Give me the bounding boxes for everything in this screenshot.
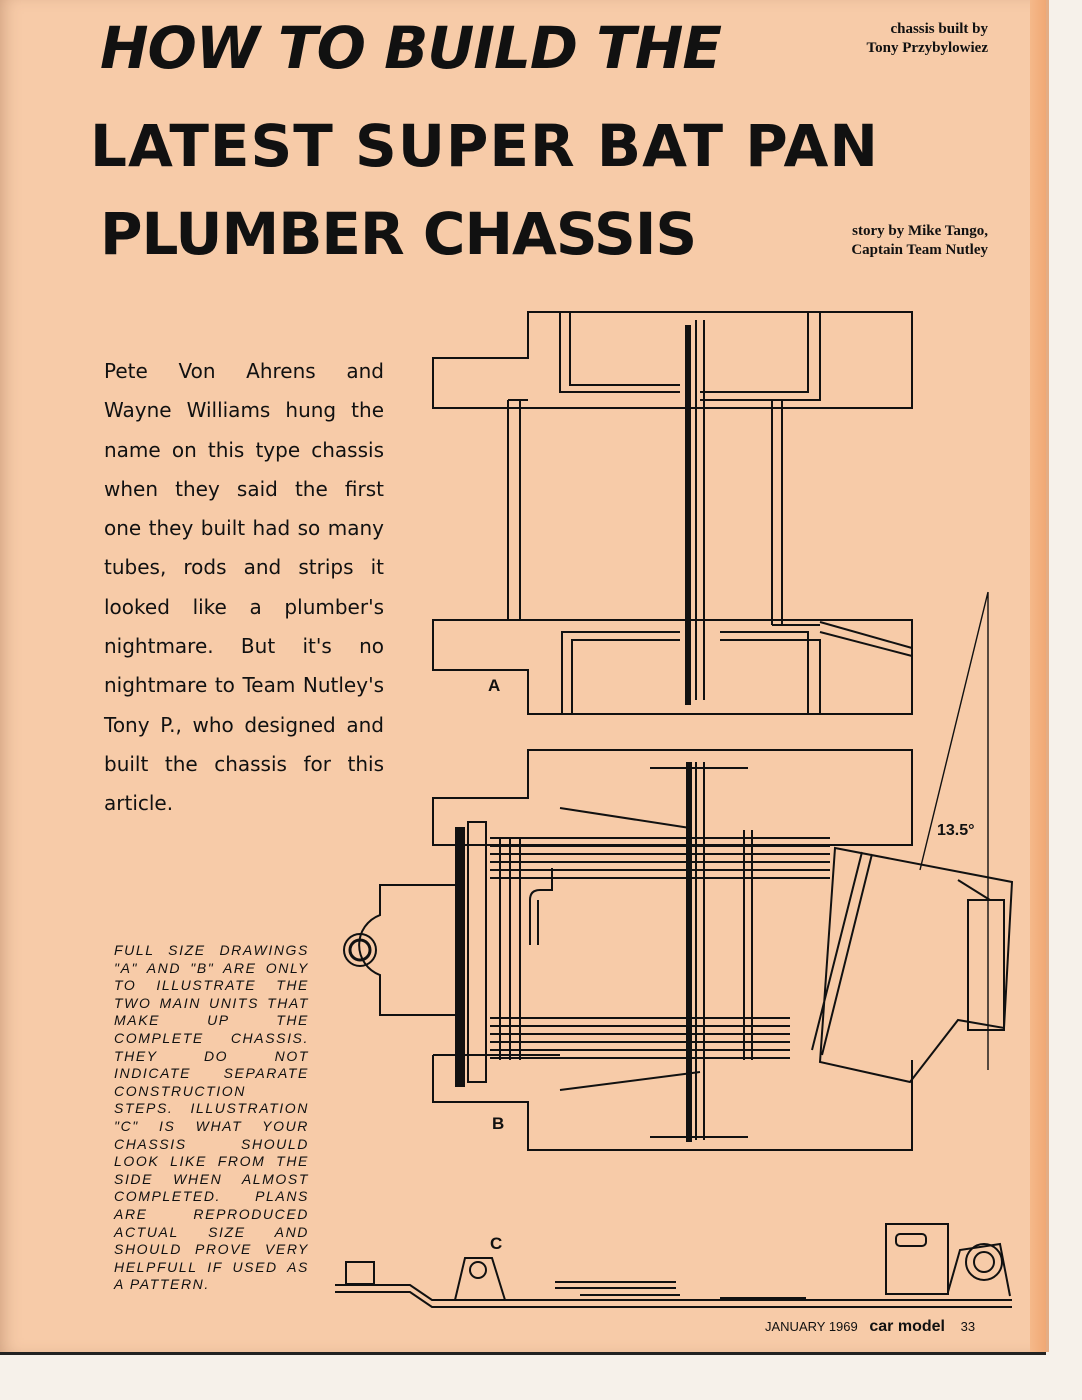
drawing-b-center-bar [686, 762, 692, 1142]
drawing-c [335, 1224, 1012, 1307]
drawing-b-rear-cage [812, 848, 1012, 1082]
story-credit-line-1: story by Mike Tango, [852, 223, 988, 239]
drawing-b-cross-rods [560, 768, 748, 1137]
story-credit-line-2: Captain Team Nutley [851, 242, 988, 258]
drawing-a [433, 312, 912, 714]
drawing-c-front-upright [455, 1258, 505, 1300]
drawing-b-bottom-outline [433, 1055, 912, 1150]
footer-date: JANUARY 1969 [765, 1319, 858, 1334]
footer-magazine: car model [869, 1318, 945, 1335]
drawing-c-front-wheel [470, 1262, 486, 1278]
drawing-b-motor-mount [958, 880, 1004, 1030]
title-line-2: LATEST SUPER BAT PAN [90, 112, 879, 180]
drawing-c-center-rail [555, 1282, 806, 1298]
drawing-caption: FULL SIZE DRAWINGS "A" AND "B" ARE ONLY TO ILLUSTRATE THE TWO MAIN UNITS THAT MAKE UP THE COMPLETE CHASSIS. THEY DO NOT INDICATE SEPARATE CONSTRUCTION STEPS. ILLUSTRATION "C" IS WHAT YOUR CHASSIS SHOULD LOOK LIKE FROM THE SIDE WHEN ALMOST COMPLETED. PLANS ARE REPRODUCED ACTUAL SIZE AND SHOULD PROVE VERY HELPFULL IF USED AS A PATTERN. [114, 942, 309, 1293]
drawing-a-left-rail [508, 400, 528, 620]
drawing-b-front-plate [359, 885, 460, 1015]
drawing-c-label: C [490, 1234, 503, 1253]
drawing-a-label: A [488, 676, 501, 695]
title-line-3: PLUMBER CHASSIS [100, 200, 697, 268]
page-footer [765, 1318, 975, 1336]
drawing-b-front-rail [468, 822, 486, 1082]
intro-paragraph: Pete Von Ahrens and Wayne Williams hung the name on this type chassis when they said the first one they built had so many tubes, rods and strips it looked like a plumber's nightmare. But it's no nightmare to Team Nutley's Tony P., who designed and built the chassis for this article. [104, 359, 384, 816]
drawing-b-front-bar [456, 828, 464, 1086]
drawing-c-rear-wheel [966, 1244, 1002, 1280]
drawing-c-front-block [346, 1262, 374, 1284]
angle-label: 13.5° [937, 822, 975, 839]
drawing-a-bottom-outline [433, 620, 912, 714]
drawing-b-tube-hook [530, 868, 552, 945]
drawing-c-rear-hub [974, 1252, 994, 1272]
drawing-b-center-rod [696, 762, 704, 1140]
chassis-credit-line-1: chassis built by [890, 21, 988, 37]
drawing-a-top-outline [433, 312, 912, 408]
chassis-credit-line-2: Tony Przybylowiez [866, 40, 988, 56]
drawing-b [344, 750, 1012, 1150]
drawing-a-center-bar [685, 325, 691, 705]
drawing-a-axle-strip [820, 622, 912, 656]
drawing-b-top-outline [433, 750, 912, 845]
title-line-1: HOW TO BUILD THE [100, 14, 721, 82]
drawing-a-right-rail [772, 400, 820, 625]
drawing-a-center-rod [696, 320, 704, 700]
drawing-b-label: B [492, 1114, 505, 1133]
drawing-c-motor-slot [896, 1234, 926, 1246]
footer-page-number: 33 [960, 1319, 976, 1334]
